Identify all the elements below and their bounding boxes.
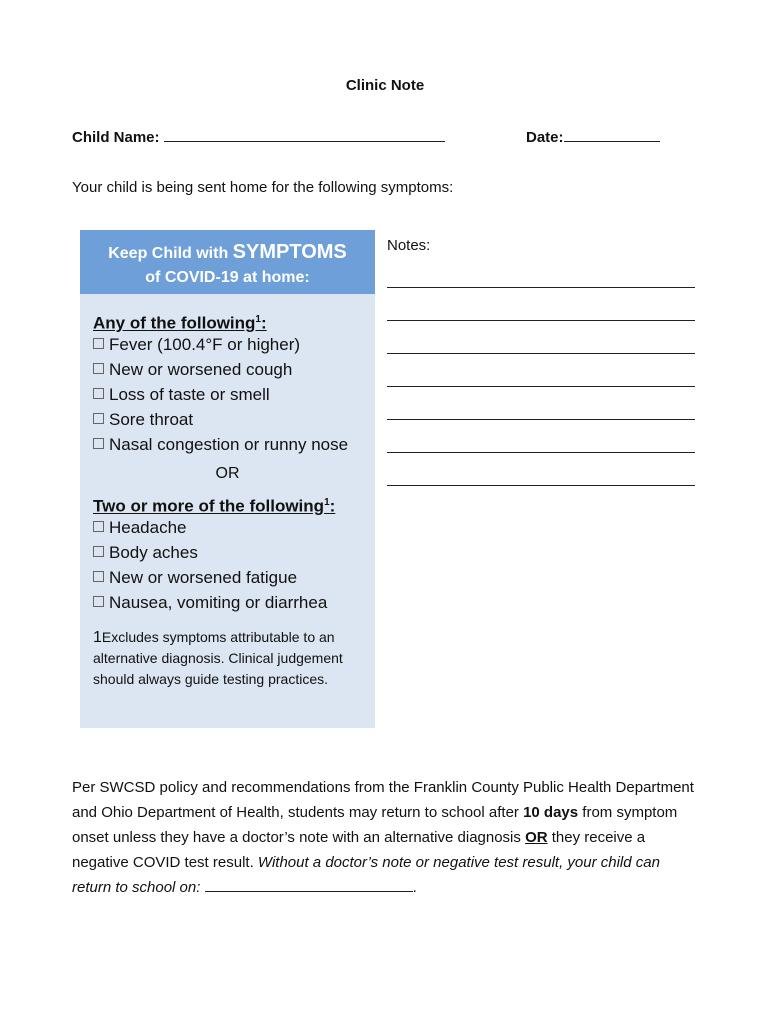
header-line1-emph: SYMPTOMS — [232, 241, 347, 263]
notes-line[interactable] — [387, 419, 695, 420]
notes-line[interactable] — [387, 287, 695, 288]
checkbox-icon[interactable] — [93, 338, 104, 349]
symptom-item: Nausea, vomiting or diarrhea — [93, 590, 362, 615]
intro-text: Your child is being sent home for the following symptoms: — [72, 179, 454, 196]
notes-line[interactable] — [387, 320, 695, 321]
or-divider: OR — [215, 465, 240, 482]
symptom-item: Headache — [93, 515, 362, 540]
checkbox-icon[interactable] — [93, 363, 104, 374]
return-date-blank[interactable] — [205, 891, 413, 892]
policy-paragraph — [72, 775, 697, 900]
header-line2: of COVID-19 at home: — [145, 269, 310, 286]
footnote-text: Excludes symptoms attributable to an alternative diagnosis. Clinical judgement should always guide testing practices. — [93, 629, 343, 687]
notes-line[interactable] — [387, 353, 695, 354]
checkbox-icon[interactable] — [93, 438, 104, 449]
section2-footnote-ref: 1 — [324, 497, 330, 508]
date-label: Date: — [526, 129, 564, 146]
symptom-item: New or worsened cough — [93, 357, 362, 382]
section1-title: Any of the following$^1$: — [93, 313, 267, 333]
symptoms-box — [80, 230, 375, 728]
policy-text: Per SWCSD policy and recommendations from the Franklin County Public Health Department and Ohio Department of Health, students may return to school after — [72, 779, 694, 821]
notes-label: Notes: — [387, 237, 431, 254]
symptoms-box-header — [80, 230, 375, 294]
checkbox-icon[interactable] — [93, 388, 104, 399]
page-title: Clinic Note — [345, 77, 425, 94]
child-name-blank[interactable] — [164, 141, 445, 142]
symptom-item: Body aches — [93, 540, 362, 565]
policy-days: 10 days — [523, 804, 579, 821]
symptom-item: Sore throat — [93, 407, 362, 432]
symptom-item: Loss of taste or smell — [93, 382, 362, 407]
symptoms-box-body — [80, 294, 375, 690]
checkbox-icon[interactable] — [93, 521, 104, 532]
date-blank[interactable] — [564, 141, 660, 142]
policy-text: they receive a negative COVID test result. — [72, 829, 646, 871]
policy-text: from symptom onset unless they have a doctor’s note with an alternative diagnosis — [72, 804, 678, 846]
footnote — [93, 627, 362, 690]
policy-italic: Without a doctor’s note or negative test result, your child can return to school on: — [72, 854, 660, 896]
child-name-field[interactable] — [72, 129, 445, 146]
notes-line[interactable] — [387, 452, 695, 453]
notes-line[interactable] — [387, 485, 695, 486]
section1-footnote-ref: 1 — [255, 314, 261, 325]
checkbox-icon[interactable] — [93, 546, 104, 557]
footnote-number: 1 — [93, 629, 102, 646]
checkbox-icon[interactable] — [93, 413, 104, 424]
header-line1-prefix: Keep Child with — [108, 245, 229, 262]
checkbox-icon[interactable] — [93, 596, 104, 607]
notes-line[interactable] — [387, 386, 695, 387]
symptom-item: Fever (100.4°F or higher) — [93, 332, 362, 357]
symptom-item: New or worsened fatigue — [93, 565, 362, 590]
symptom-item: Nasal congestion or runny nose — [93, 432, 362, 457]
date-field[interactable] — [526, 129, 660, 146]
policy-end: . — [412, 879, 417, 896]
policy-or: OR — [525, 829, 548, 846]
child-name-label: Child Name: — [72, 129, 160, 146]
section2-title: Two or more of the following$^1$: — [93, 496, 336, 516]
checkbox-icon[interactable] — [93, 571, 104, 582]
